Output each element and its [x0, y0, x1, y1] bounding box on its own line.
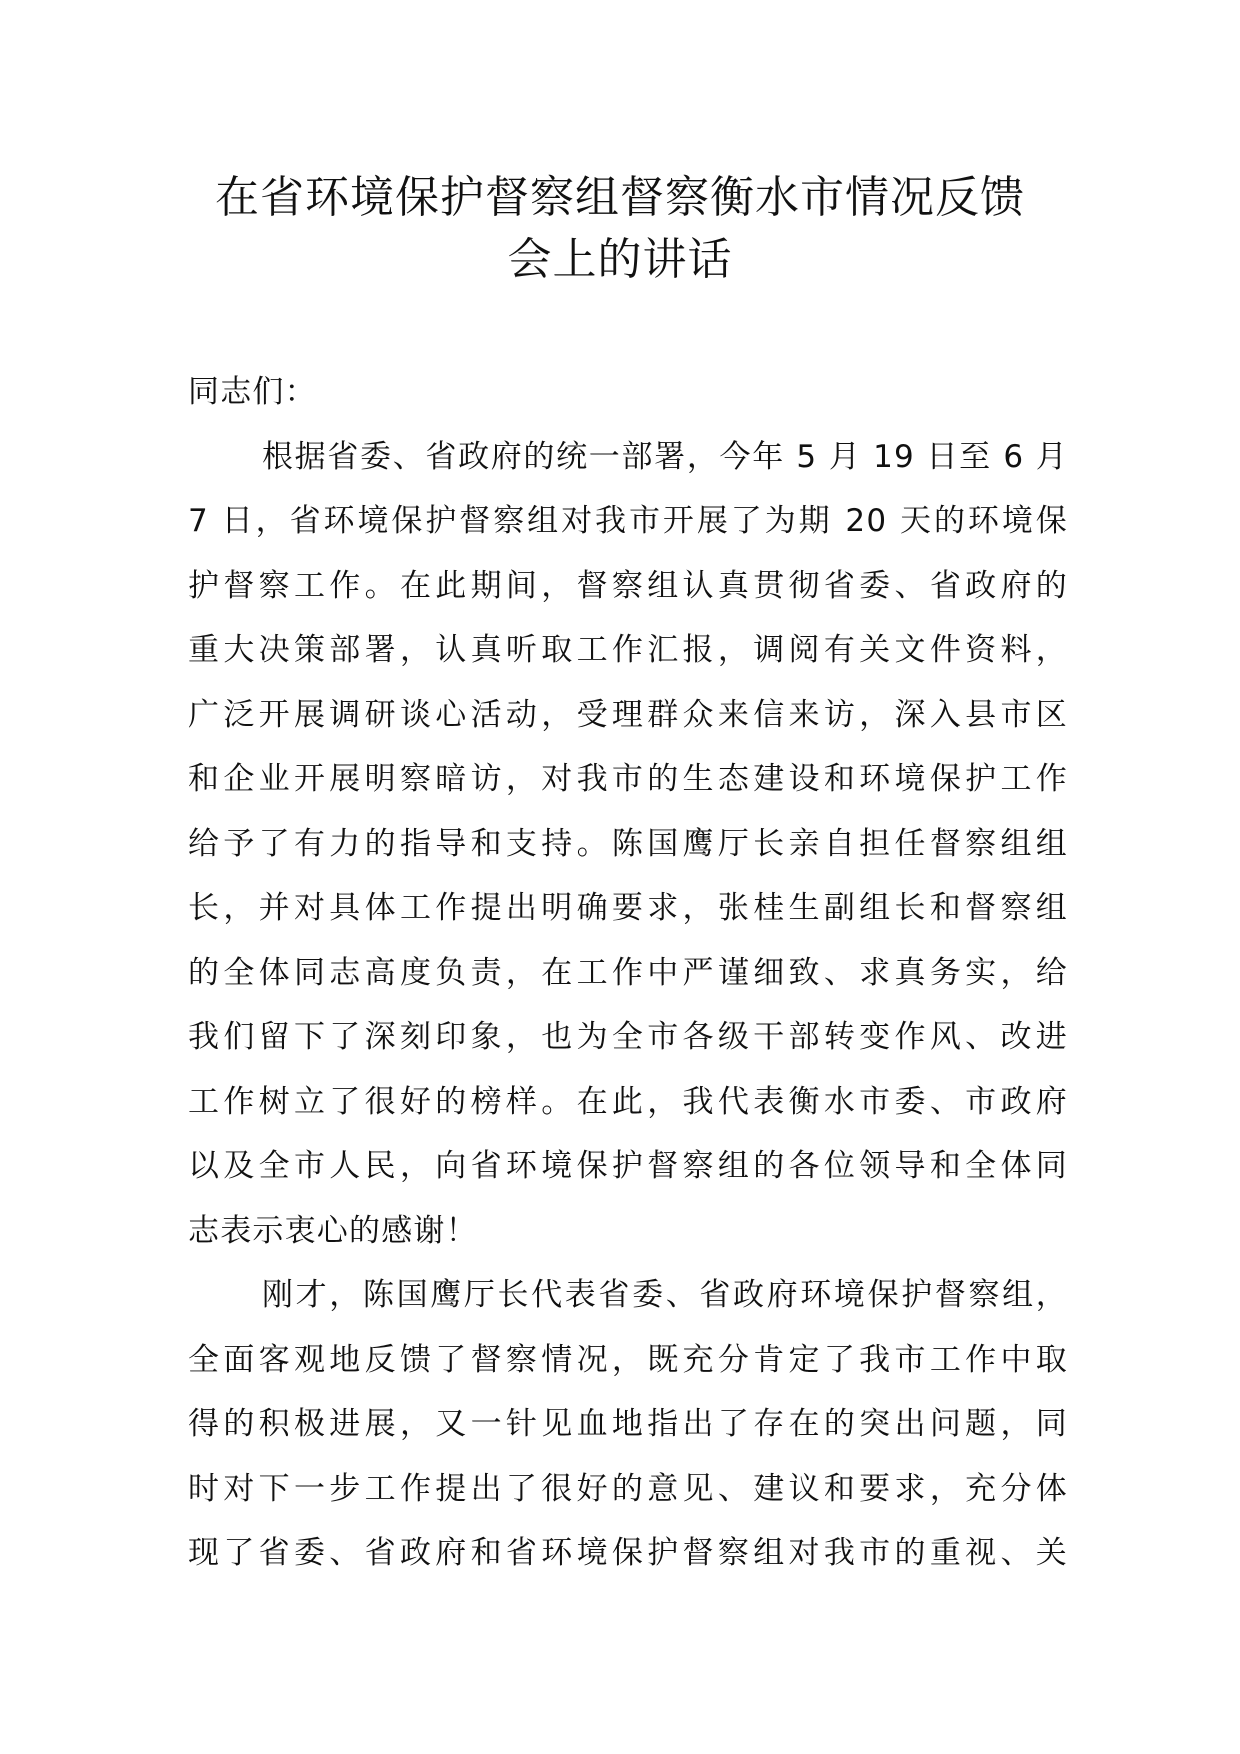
paragraph-1-line: 广泛开展调研谈心活动，受理群众来信来访，深入县市区 [188, 696, 1068, 733]
paragraph-1-line: 护督察工作。在此期间，督察组认真贯彻省委、省政府的 [188, 567, 1068, 604]
document-body [188, 360, 1068, 1586]
paragraph-1-line: 我们留下了深刻印象，也为全市各级干部转变作风、改进 [188, 1019, 1068, 1055]
paragraph-2-line: 全面客观地反馈了督察情况，既充分肯定了我市工作中取 [188, 1341, 1068, 1378]
paragraph-1-line: 根据省委、省政府的统一部署，今年 5 月 19 日至 6 月 [262, 438, 1068, 475]
paragraph-2-line: 刚才，陈国鹰厅长代表省委、省政府环境保护督察组， [262, 1277, 1068, 1313]
document-title-line-2: 会上的讲话 [507, 234, 733, 285]
paragraph-1-line: 长，并对具体工作提出明确要求，张桂生副组长和督察组 [188, 890, 1068, 926]
document-title-line-1: 在省环境保护督察组督察衡水市情况反馈 [215, 172, 1025, 223]
paragraph-1-line: 给予了有力的指导和支持。陈国鹰厅长亲自担任督察组组 [188, 825, 1068, 862]
paragraph-1-line: 7 日，省环境保护督察组对我市开展了为期 20 天的环境保 [188, 503, 1068, 539]
paragraph-1-line: 的全体同志高度负责，在工作中严谨细致、求真务实，给 [188, 954, 1068, 991]
paragraph-2-line: 得的积极进展，又一针见血地指出了存在的突出问题，同 [188, 1406, 1068, 1442]
paragraph-1-line: 工作树立了很好的榜样。在此，我代表衡水市委、市政府 [188, 1083, 1068, 1120]
paragraph-1-line: 以及全市人民，向省环境保护督察组的各位领导和全体同 [188, 1148, 1068, 1184]
paragraph-1-line: 重大决策部署，认真听取工作汇报，调阅有关文件资料， [188, 632, 1068, 668]
paragraph-2-line: 时对下一步工作提出了很好的意见、建议和要求，充分体 [188, 1470, 1068, 1507]
salutation: 同志们： [188, 374, 317, 410]
paragraph-2-line: 现了省委、省政府和省环境保护督察组对我市的重视、关 [188, 1535, 1068, 1571]
paragraph-1-line: 志表示衷心的感谢！ [188, 1212, 478, 1249]
paragraph-1-line: 和企业开展明察暗访，对我市的生态建设和环境保护工作 [188, 761, 1068, 797]
